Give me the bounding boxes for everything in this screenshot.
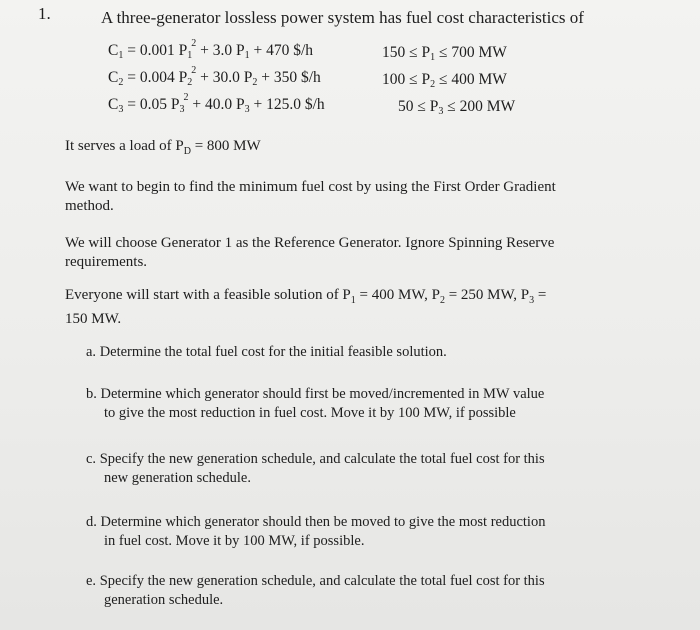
- question-number: 1.: [38, 4, 51, 23]
- range-constraint-3: $50 \le P_3 \le 200$ MW: [398, 98, 516, 117]
- cost-equation-2: $C_2 = 0.004$ $P_2^2 + 30.0$ $P_2 + 350$ $/h: [108, 65, 321, 88]
- question-title: A three-generator lossless power system has fuel cost characteristics of: [101, 8, 584, 27]
- cost-equation-3: $C_3 = 0.05$ $P_3^2 + 40.0$ $P_3 + 125.0$ $/h: [108, 92, 325, 115]
- initial-solution-paragraph: Everyone will start with a feasible solution of $P_1 = 400$ MW, $P_2 = 250$ MW, $P_3$ = 150 MW.: [65, 287, 547, 327]
- reference-generator-paragraph: We will choose Generator 1 as the Reference Generator. Ignore Spinning Reserve requirements.: [65, 235, 555, 270]
- range-constraint-1: $150 \le P_1 \le 700$ MW: [382, 44, 507, 63]
- list-item-c: c. Specify the new generation schedule, and calculate the total fuel cost for this new generation schedule.: [86, 451, 545, 486]
- list-item-e: e. Specify the new generation schedule, and calculate the total fuel cost for this generation schedule.: [86, 573, 545, 608]
- list-item-a: a. Determine the total fuel cost for the initial feasible solution.: [86, 344, 447, 360]
- method-paragraph: We want to begin to find the minimum fuel cost by using the First Order Gradient method.: [65, 179, 556, 214]
- load-statement: It serves a load of $P_D = 800$ MW: [65, 138, 261, 157]
- range-constraint-2: $100 \le P_2 \le 400$ MW: [382, 71, 507, 90]
- cost-equation-1: $C_1 = 0.001$ $P_1^2 + 3.0$ $P_1 + 470$ $/h: [108, 38, 314, 61]
- list-item-b: b. Determine which generator should first be moved/incremented in MW value to give the most reduction in fuel cost. Move it by 100 MW, if possible: [86, 386, 545, 421]
- list-item-d: d. Determine which generator should then be moved to give the most reduction in fuel cost. Move it by 100 MW, if possible.: [86, 514, 546, 549]
